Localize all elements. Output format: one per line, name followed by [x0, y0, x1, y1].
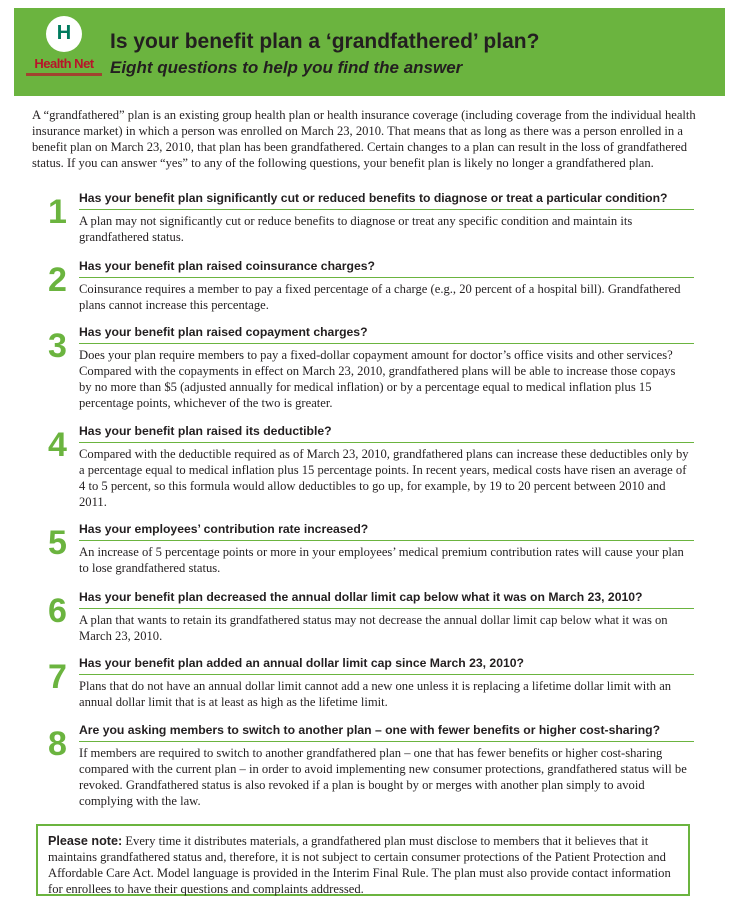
- question-heading: Has your benefit plan raised coinsurance charges?: [79, 259, 694, 278]
- question-heading: Has your benefit plan significantly cut or reduced benefits to diagnose or treat a particular condition?: [79, 191, 694, 210]
- question-number: 3: [48, 327, 67, 365]
- question-heading: Has your benefit plan raised copayment charges?: [79, 325, 694, 344]
- page-title: Is your benefit plan a ‘grandfathered’ plan?: [110, 30, 540, 53]
- header-banner: [14, 8, 725, 96]
- question-number: 4: [48, 426, 67, 464]
- logo-tagline-bar: [26, 73, 102, 76]
- logo-mark: H: [56, 22, 72, 44]
- question-body: An increase of 5 percentage points or more in your employees’ medical premium contribution rates will cause your plan to lose grandfathered status.: [79, 545, 684, 575]
- question-body: A plan may not significantly cut or reduce benefits to diagnose or treat any specific condition and maintain its grandfathered status.: [79, 214, 633, 244]
- question-heading: Are you asking members to switch to another plan – one with fewer benefits or higher cost-sharing?: [79, 723, 694, 742]
- logo-mark-icon: [46, 16, 82, 52]
- question-number: 5: [48, 524, 67, 562]
- question-body: Plans that do not have an annual dollar limit cannot add a new one unless it is replacing a lifetime dollar limit with an annual dollar limit that is at least as high as the lifetime limit.: [79, 679, 672, 709]
- note-label: Please note:: [48, 834, 123, 848]
- please-note-box: [36, 824, 690, 896]
- question-body: Does your plan require members to pay a fixed-dollar copayment amount for doctor’s office visits and other services? Compared with the copayments in effect on March 23, 2010, grandfathered plans will be able to increase those copays by no more than $5 (adjusted annually for medical inflation) or by a percentage equal to medical inflation plus 15 percentage points, whichever of the two is greater.: [79, 348, 676, 410]
- question-body: Coinsurance requires a member to pay a fixed percentage of a charge (e.g., 20 percent of a hospital bill). Grandfathered plans cannot increase this percentage.: [79, 282, 681, 312]
- question-heading: Has your employees’ contribution rate increased?: [79, 522, 694, 541]
- intro-paragraph: A “grandfathered” plan is an existing group health plan or health insurance coverage (including coverage from the individual health insurance market) in which a person was enrolled on March 23, 2010. That means that as long as there was a person enrolled in a benefit plan on March 23, 2010, that plan has been grandfathered. Certain changes to a plan can result in the loss of grandfathered status. If you can answer “yes” to any of the following questions, your benefit plan is likely no longer a grandfathered plan.: [32, 108, 696, 170]
- question-number: 7: [48, 658, 67, 696]
- question-body: If members are required to switch to another grandfathered plan – one that has fewer benefits or higher cost-sharing compared with the current plan – in order to avoid implementing new consumer protections, grandfathered status will be revoked. Grandfathered status is also revoked if a plan is bought by or merges with another plan simply to avoid complying with the law.: [79, 746, 687, 808]
- question-number: 1: [48, 193, 67, 231]
- question-heading: Has your benefit plan raised its deductible?: [79, 424, 694, 443]
- page-subtitle: Eight questions to help you find the answer: [110, 58, 463, 77]
- question-body: Compared with the deductible required as of March 23, 2010, grandfathered plans can increase these deductibles only by a percentage equal to medical inflation plus 15 percentage points. In recent years, medical costs have risen an average of 4 to 5 percent, so this formula would allow deductibles to go up, for example, by 19 to 20 percent between 2010 and 2011.: [79, 447, 689, 509]
- question-body: A plan that wants to retain its grandfathered status may not decrease the annual dollar limit cap below what it was on March 23, 2010.: [79, 613, 668, 643]
- note-text: Every time it distributes materials, a grandfathered plan must disclose to members that it believes that it maintains grandfathered status and, therefore, it is not subject to certain consumer protections of the Patient Protection and Affordable Care Act. Model language is provided in the Interim Final Rule. The plan must also provide contact information for enrollees to have their questions and complaints addressed.: [48, 834, 671, 896]
- question-number: 6: [48, 592, 67, 630]
- question-heading: Has your benefit plan decreased the annual dollar limit cap below what it was on March 23, 2010?: [79, 590, 694, 609]
- health-net-logo: [24, 16, 104, 88]
- logo-text: Health Net: [34, 56, 94, 71]
- question-number: 2: [48, 261, 67, 299]
- question-number: 8: [48, 725, 67, 763]
- question-heading: Has your benefit plan added an annual dollar limit cap since March 23, 2010?: [79, 656, 694, 675]
